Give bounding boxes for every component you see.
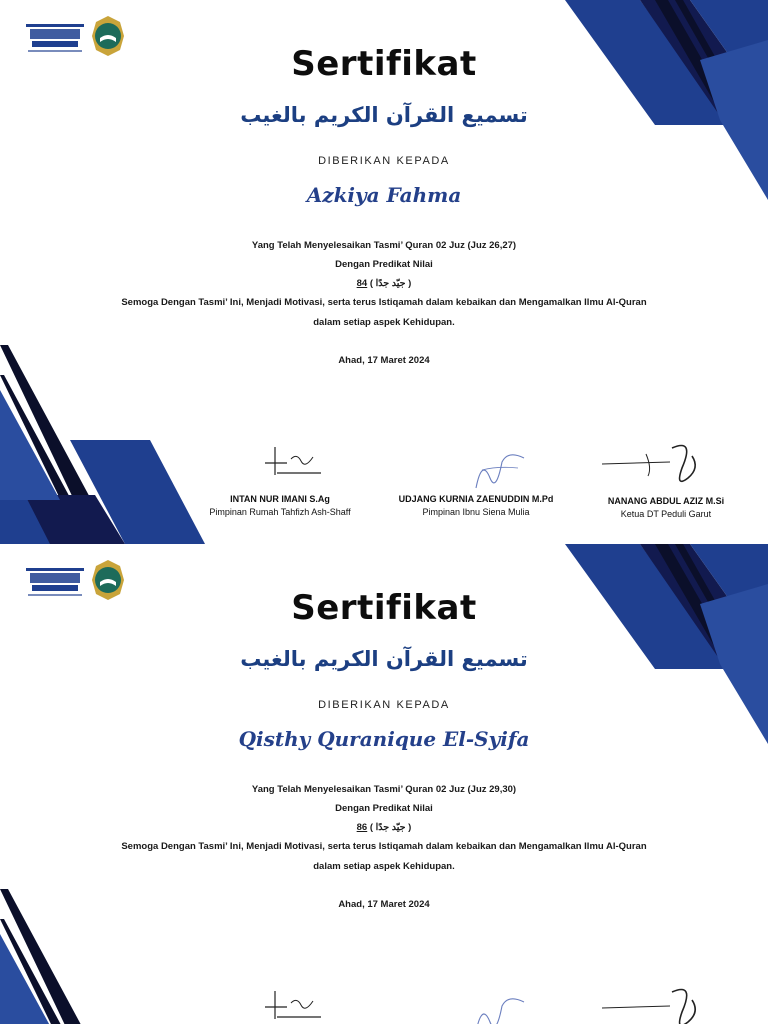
signatory-role: Ketua DT Peduli Garut (620, 509, 712, 519)
message-line-2: dalam setiap aspek Kehidupan. (313, 317, 455, 328)
certificate-title: Sertifikat (291, 588, 477, 628)
signatory-name: UDJANG KURNIA ZAENUDDIN M.Pd (398, 494, 554, 504)
completion-text: Yang Telah Menyelesaikan Tasmi’ Quran 02 Juz (Juz 26,27) (251, 240, 517, 251)
signatory-name: INTAN NUR IMANI S.Ag (230, 494, 330, 504)
certificate-date: Ahad, 17 Maret 2024 (338, 899, 430, 910)
given-to-label: DIBERIKAN KEPADA (318, 155, 450, 167)
recipient-name: Qisthy Quranique El-Syifa (238, 727, 530, 751)
signatory-name: NANANG ABDUL AZIZ M.Si (607, 496, 725, 506)
score-value: 84 (356, 278, 368, 289)
signature-icon (600, 438, 705, 493)
grade-arabic: ( جيّد جدًا ) (369, 822, 412, 833)
certificate-title: Sertifikat (291, 44, 477, 84)
signature-icon (468, 448, 528, 493)
signature-icon (468, 992, 528, 1024)
certificate-2 (0, 544, 768, 1024)
score-line (0, 278, 768, 289)
certificate-date: Ahad, 17 Maret 2024 (338, 355, 430, 366)
signatory-3 (566, 496, 766, 519)
arabic-title: تسميع القرآن الكريم بالغيب (240, 647, 528, 671)
recipient-name: Azkiya Fahma (306, 183, 462, 207)
score-value: 86 (356, 822, 368, 833)
predicate-label: Dengan Predikat Nilai (335, 803, 433, 814)
message-line-1: Semoga Dengan Tasmi’ Ini, Menjadi Motivasi, serta terus Istiqamah dalam kebaikan dan Mengamalkan Ilmu Al-Quran (121, 297, 647, 308)
message-line-2: dalam setiap aspek Kehidupan. (313, 861, 455, 872)
score-line (0, 822, 768, 833)
signature-icon (255, 989, 325, 1023)
signature-icon (255, 445, 325, 479)
message-line-1: Semoga Dengan Tasmi’ Ini, Menjadi Motivasi, serta terus Istiqamah dalam kebaikan dan Mengamalkan Ilmu Al-Quran (121, 841, 647, 852)
signatory-role: Pimpinan Rumah Tahfizh Ash-Shaff (209, 507, 351, 517)
signature-icon (600, 982, 705, 1024)
predicate-label: Dengan Predikat Nilai (335, 259, 433, 270)
signatory-role: Pimpinan Ibnu Siena Mulia (422, 507, 530, 517)
grade-arabic: ( جيّد جدًا ) (369, 278, 412, 289)
completion-text: Yang Telah Menyelesaikan Tasmi’ Quran 02 Juz (Juz 29,30) (251, 784, 517, 795)
signatory-2 (376, 494, 576, 517)
arabic-title: تسميع القرآن الكريم بالغيب (240, 103, 528, 127)
signatory-1 (180, 494, 380, 517)
given-to-label: DIBERIKAN KEPADA (318, 699, 450, 711)
